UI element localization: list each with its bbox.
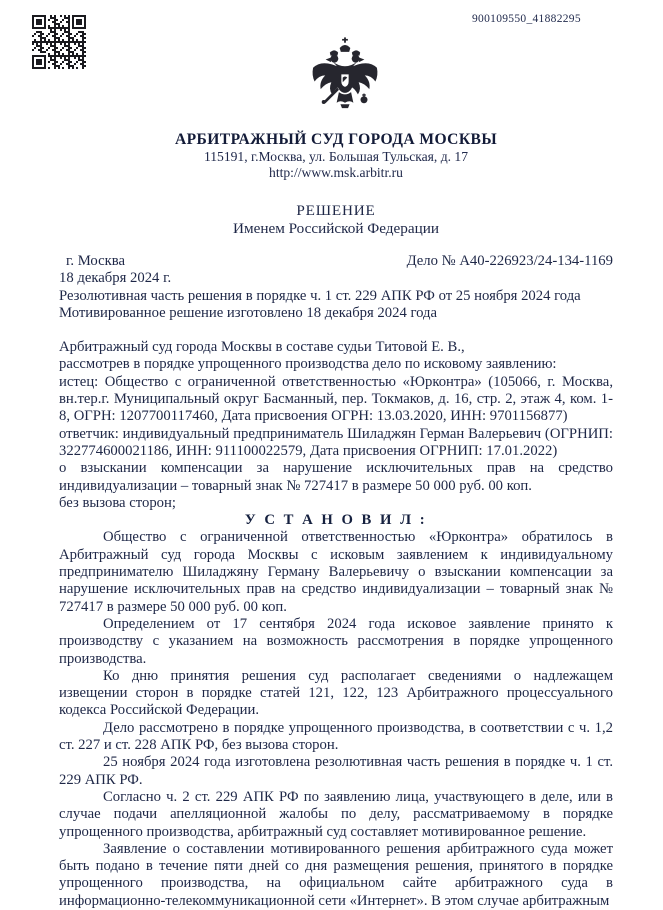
decision-body	[59, 529, 613, 910]
body-paragraph: 25 ноября 2024 года изготовлена резолютивная часть решения в порядке ч. 1 ст. 229 АПК РФ.	[59, 754, 613, 788]
case-date: 18 декабря 2024 г.	[59, 270, 172, 287]
section-heading-ustanovil: У С Т А Н О В И Л :	[244, 512, 428, 529]
court-name: АРБИТРАЖНЫЙ СУД ГОРОДА МОСКВЫ	[174, 131, 498, 148]
court-address: 115191, г.Москва, ул. Большая Тульская, д. 17	[203, 149, 469, 164]
preamble-paragraph: Арбитражный суд города Москвы в составе судьи Титовой Е. В.,	[59, 339, 465, 356]
preamble-paragraph: ответчик: индивидуальный предприниматель Шиладжян Герман Валерьевич (ОГРНИП: 322774600021186, ИНН: 911100022579, Дата присвоения ОГРНИП: 17.01.2022)	[59, 425, 613, 459]
preamble-paragraph: рассмотрев в порядке упрощенного производства дело по исковому заявлению:	[59, 356, 557, 373]
preamble-paragraph: без вызова сторон;	[59, 494, 176, 511]
case-info	[59, 253, 613, 322]
document-subtitle: Именем Российской Федерации	[233, 220, 439, 237]
resolution-part-line: Резолютивная часть решения в порядке ч. 1 ст. 229 АПК РФ от 25 ноября 2024 года	[59, 287, 581, 304]
preamble-paragraph: о взыскании компенсации за нарушение исключительных прав на средство индивидуализации – товарный знак № 727417 в размере 50 000 руб. 00 коп.	[59, 460, 613, 494]
document-title: РЕШЕНИЕ	[296, 202, 376, 219]
body-paragraph: Определением от 17 сентября 2024 года исковое заявление принято к производству с указанием на возможность рассмотрения в порядке упрощенного производства.	[59, 615, 613, 667]
preamble-paragraph: истец: Общество с ограниченной ответственностью «Юрконтра» (105066, г. Москва, вн.тер.г. Муниципальный округ Басманный, пер. Токмаков, д. 16, стр. 2, этаж 4, ком. 1-8, ОГРН: 1207700117460, Дата присвоения ОГРН: 13.03.2020, ИНН: 9701156877)	[59, 373, 613, 425]
body-paragraph: Общество с ограниченной ответственностью «Юрконтра» обратилось в Арбитражный суд города Москвы с исковым заявлением к индивидуальному предпринимателю Шиладжяну Герману Валерьевичу о взыскании компенсации за нарушение исключительных прав на средство индивидуализации – товарный знак № 727417 в размере 50 000 руб. 00 коп.	[59, 529, 613, 615]
body-paragraph: Заявление о составлении мотивированного решения арбитражного суда может быть подано в течение пяти дней со дня размещения решения, принятого в порядке упрощенного производства, на официальном сайте арбитражного суда в информационно-телекоммуникационной сети «Интернет». В этом случае арбитражным	[59, 840, 613, 909]
motivated-line: Мотивированное решение изготовлено 18 декабря 2024 года	[59, 304, 438, 321]
qr-code-icon	[30, 13, 88, 71]
case-number: Дело № А40-226923/24-134-1169	[406, 253, 613, 269]
body-paragraph: Ко дню принятия решения суд располагает сведениями о надлежащем извещении сторон в порядке статей 121, 122, 123 Арбитражного процессуального кодекса Российской Федерации.	[59, 667, 613, 719]
scan-number: 900109550_41882295	[472, 13, 581, 25]
document-content	[59, 131, 613, 910]
body-paragraph: Согласно ч. 2 ст. 229 АПК РФ по заявлению лица, участвующего в деле, или в случае подачи апелляционной жалобы по делу, рассматриваемому в порядке упрощенного производства, арбитражный суд составляет мотивированное решение.	[59, 788, 613, 840]
body-paragraph: Дело рассмотрено в порядке упрощенного производства, в соответствии с ч. 1,2 ст. 227 и ст. 228 АПК РФ, без вызова сторон.	[59, 719, 613, 754]
coat-of-arms-icon	[307, 37, 383, 129]
preamble	[59, 339, 613, 512]
court-website: http://www.msk.arbitr.ru	[269, 165, 403, 180]
case-city: г. Москва	[66, 253, 126, 269]
